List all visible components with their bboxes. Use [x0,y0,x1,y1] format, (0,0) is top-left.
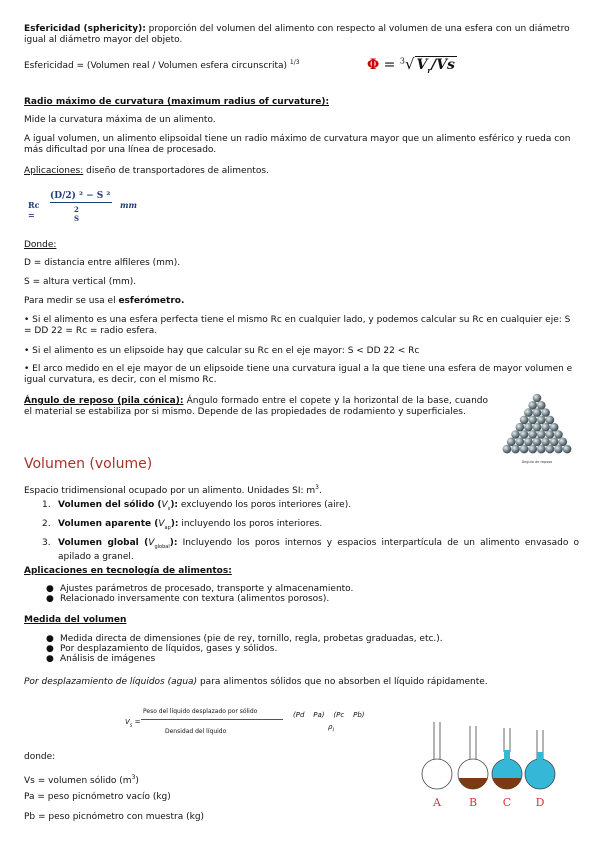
bullet-ellipsoid: • Si el alimento es un elipsoide hay que calcular su Rc en el eje mayor: S < DD 22 < Rc [24,346,420,356]
bullet-sphere: • Si el alimento es una esfera perfecta tiene el mismo Rc en cualquier lado, y podemos calcular su Rc en cualquier eje: S = DD 22 = Rc = radio esfera. [24,315,571,336]
angle-term: Ángulo de reposo (pila cónica): [24,396,184,406]
pile-ball [524,408,533,417]
list-item-text: excluyendo los poros interiores (aire). [178,500,352,510]
list-item [24,538,579,564]
ball-pile-icon [498,392,576,464]
phi-radicand-sub: r [427,65,432,75]
vs-def-end: ) [135,776,139,786]
list-item-close: ): [169,537,178,548]
radius-heading: Radio máximo de curvatura (maximum radius of curvature): [24,97,330,107]
sphericity-definition [24,24,579,46]
radius-p1: Mide la curvatura máxima de un alimento. [24,115,216,125]
vs-label-v: V [125,718,130,726]
list-item-symbol: V [148,537,155,548]
list-item-symbol-sub: ap [164,524,171,531]
vs-definition [24,772,139,787]
measure-tool-line [24,296,184,307]
bullet-icon: ● [46,634,54,644]
list-item [24,594,579,604]
pile-ball [528,430,537,439]
sphericity-term: Esfericidad (sphericity): [24,24,146,34]
vs-def-exp: 3 [131,774,136,781]
pile-ball [546,445,555,454]
rc-unit: mm [120,200,137,210]
radius-p2: A igual volumen, un alimento elipsoidal tiene un radio máximo de curvatura mayor que un alimento esférico y rueda con más dificultad por una línea de procesado. [24,134,571,155]
measure-list [24,634,579,664]
ball-pile-figure [498,392,576,464]
pile-ball [541,438,550,447]
apps-heading: Aplicaciones en tecnología de alimentos: [24,566,232,576]
pile-ball [507,438,516,447]
vs-right-denominator [328,723,334,733]
s-definition: S = altura vertical (mm). [24,277,137,287]
pile-ball [537,401,546,410]
pile-ball [511,445,520,454]
pile-ball [546,430,555,439]
list-item [24,654,579,664]
list-item-symbol-sub: s [167,505,171,512]
vs-fraction-bar [141,719,283,720]
list-item [24,584,579,594]
pile-ball [533,408,542,417]
pile-ball [537,416,546,425]
vs-rho-sub: l [332,727,334,734]
list-item-text: Análisis de imágenes [60,654,156,664]
pycnometer-icon [420,722,570,810]
list-item-term: Volumen aparente ( [58,518,159,529]
radius-apps-label: Aplicaciones: [24,166,84,176]
rc-denominator: 2 S [74,205,80,223]
pile-ball [520,430,529,439]
volume-intro-text: Espacio tridimensional ocupado por un alimento. Unidades SI: m [24,486,316,496]
pa-definition: Pa = peso picnómetro vacío (kg) [24,792,171,802]
pile-ball [541,423,550,432]
pile-ball [520,445,529,454]
list-item-symbol-sub: global [154,543,170,550]
list-item-term: Volumen del sólido ( [58,500,162,510]
vs-formula [125,706,385,742]
list-item-text: Ajustes parámetros de procesado, transporte y almacenamiento. [60,584,354,594]
list-item-text: Relacionado inversamente con textura (alimentos porosos). [60,594,330,604]
list-item-text: Por desplazamiento de líquidos, gases y sólidos. [60,644,278,654]
pile-ball [537,445,546,454]
list-item [24,644,579,654]
pile-ball [546,416,555,425]
list-item-close: ): [170,500,179,510]
pile-ball [524,423,533,432]
measure-tool: esferómetro. [118,296,185,306]
phi-equals: = [379,57,400,73]
liquid-displacement [24,677,488,688]
volume-intro [24,482,322,497]
sphericity-text: proporción del volumen del alimento con respecto al volumen de una esfera con un diámetro igual al diámetro mayor del objeto. [24,24,570,45]
measure-heading: Medida del volumen [24,615,127,625]
pile-ball [533,423,542,432]
angle-text: Ángulo formado entre el copete y la horizontal de la base, cuando el material se estabiliza por si mismo. Depende de las propiedades de rodamiento y superficiales. [24,396,488,417]
flask-c-sample [493,778,522,789]
pb-definition: Pb = peso picnómetro con muestra (kg) [24,812,205,822]
radius-apps-text: diseño de transportadores de alimentos. [83,166,269,176]
flask-label-b: B [468,796,478,809]
vs-denominator: Densidad del líquido [165,728,227,735]
radius-donde: Donde: [24,240,57,250]
list-item-text: incluyendo los poros interiores. [178,518,323,529]
pile-ball [528,401,537,410]
apps-list [24,584,579,604]
flask-label-c: C [502,796,512,809]
list-item [24,519,579,534]
rc-numerator: (D/2) ² − S ² [50,191,111,201]
list-item-symbol: V [161,500,168,510]
flask-label-d: D [535,796,545,809]
liquid-text: para alimentos sólidos que no absorben el líquido rápidamente. [197,677,488,687]
phi-root-index: 3 [399,56,405,66]
pile-ball [516,438,525,447]
list-item-close: ): [170,518,179,529]
phi-radicand [415,56,457,73]
sphericity-formula-text [24,57,300,72]
list-item-number: 1. [42,500,51,510]
measure-prefix: Para medir se usa el [24,296,119,306]
list-item-number: 2. [42,518,51,529]
phi-radicand-rest: /Vs [431,57,455,73]
list-item-symbol: V [158,518,165,529]
bullet-icon: ● [46,654,54,664]
list-item [24,634,579,644]
list-item-text: Incluyendo los poros internos y espacios interpartícula de un alimento envasado o apilado a granel. [58,537,580,563]
flask-b-sample [459,778,488,789]
flask-d-body [525,759,555,789]
flask-c-liquid-neck [504,750,510,762]
pile-ball [511,430,520,439]
bullet-icon: ● [46,594,54,604]
vs-label [125,718,141,728]
pile-ball [563,445,572,454]
vs-def-text: Vs = volumen sólido (m [24,776,132,786]
vs-label-sub: s [129,722,133,729]
pile-ball [537,430,546,439]
pile-ball [554,430,563,439]
rc-fraction-bar [50,202,112,203]
pycnometer-figure [420,722,570,810]
phi-formula [367,55,457,75]
pile-ball [503,445,512,454]
pile-ball [559,438,568,447]
pile-ball [533,438,542,447]
bullet-arc: • El arco medido en el eje mayor de un elipsoide tiene una curvatura igual a la que tiene una esfera de mayor volumen e igual curvatura, es decir, con el mismo Rc. [24,364,573,385]
liquid-italic: Por desplazamiento de líquidos (agua) [24,677,198,687]
pile-ball [541,408,550,417]
bullet-icon: ● [46,644,54,654]
list-item-number: 3. [42,537,51,548]
pile-ball [533,394,542,403]
volume-donde: donde: [24,752,56,762]
radius-applications [24,166,269,177]
ball-pile-caption: Ángulo de reposo [521,460,553,464]
list-item-text: Medida directa de dimensiones (pie de rey, tornillo, regla, probetas graduadas, etc.). [60,634,443,644]
vs-numerator: Peso del líquido desplazado por sólido [143,708,258,715]
sphericity-formula-label: Esfericidad = (Volumen real / Volumen esfera circunscrita) [24,61,288,71]
volume-types-list [24,500,579,563]
bullet-icon: ● [46,584,54,594]
phi-radicand-v: V [416,57,428,73]
pile-ball [520,416,529,425]
radical-sign-icon: √ [404,55,415,73]
flask-label-a: A [433,796,441,809]
pile-ball [528,445,537,454]
d-definition: D = distancia entre alfileres (mm). [24,258,181,268]
pile-ball [554,445,563,454]
pile-ball [524,438,533,447]
vs-rho: ρ [328,723,333,731]
phi-symbol: Φ [367,57,380,73]
list-item [24,500,579,515]
pile-ball [528,416,537,425]
angle-definition [24,396,488,418]
list-item-term: Volumen global ( [58,537,149,548]
sphericity-formula-exp: 1/3 [289,59,300,66]
pile-ball [550,423,559,432]
volume-title: Volumen (volume) [24,456,153,472]
flask-d-liquid-neck [537,752,543,762]
vs-label-eq: = [132,718,141,726]
pile-ball [516,423,525,432]
vs-right-numerator: (Pd Pa) (Pc Pb) [293,711,365,719]
volume-intro-exp: 3 [315,484,319,491]
rc-label: Rc = [28,200,40,220]
volume-intro-end: . [318,486,322,496]
pile-ball [550,438,559,447]
